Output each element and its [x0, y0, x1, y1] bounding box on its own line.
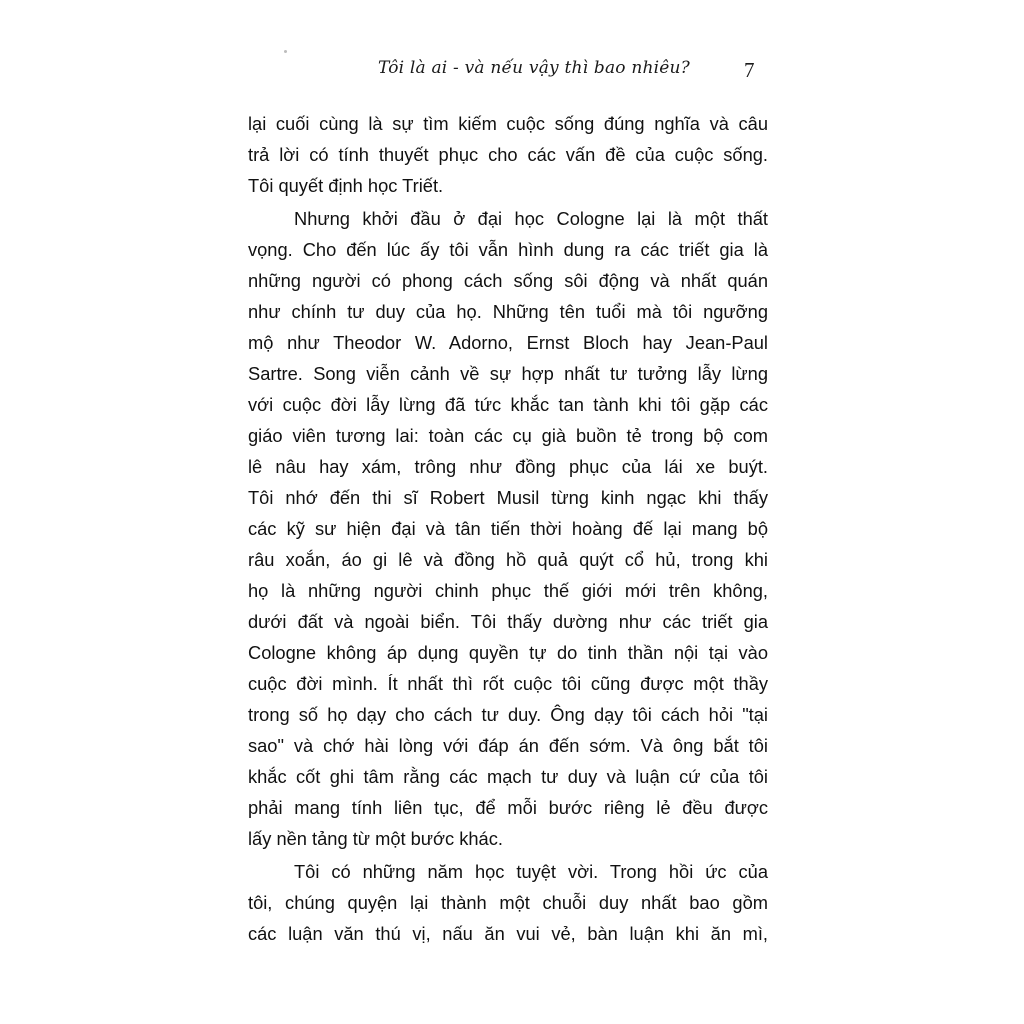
text-line: khắc cốt ghi tâm rằng các mạch tư duy và luận cứ của tôi	[248, 766, 768, 787]
body-text	[248, 108, 768, 949]
text-line: trong số họ dạy cho cách tư duy. Ông dạy tôi cách hỏi "tại	[248, 704, 768, 725]
paragraph	[248, 856, 768, 949]
text-line: cuộc đời mình. Ít nhất thì rốt cuộc tôi cũng được một thầy	[248, 673, 768, 694]
text-line: lê nâu hay xám, trông như đồng phục của lái xe buýt.	[248, 456, 768, 477]
text-line: các luận văn thú vị, nấu ăn vui vẻ, bàn luận khi ăn mì,	[248, 923, 768, 944]
text-line: Tôi nhớ đến thi sĩ Robert Musil từng kinh ngạc khi thấy	[248, 487, 768, 508]
text-line: họ là những người chinh phục thế giới mới trên không,	[248, 580, 768, 601]
text-line: phải mang tính liên tục, để mỗi bước riêng lẻ đều được	[248, 797, 768, 818]
text-line: sao" và chớ hài lòng với đáp án đến sớm. Và ông bắt tôi	[248, 735, 768, 756]
text-line: lấy nền tảng từ một bước khác.	[248, 828, 503, 849]
paragraph	[248, 203, 768, 854]
text-line: với cuộc đời lẫy lừng đã tức khắc tan tành khi tôi gặp các	[248, 394, 768, 415]
text-line: như chính tư duy của họ. Những tên tuổi mà tôi ngưỡng	[248, 301, 768, 322]
text-line: vọng. Cho đến lúc ấy tôi vẫn hình dung ra các triết gia là	[248, 239, 768, 260]
running-title: Tôi là ai - và nếu vậy thì bao nhiêu?	[378, 58, 690, 78]
text-line: Tôi có những năm học tuyệt vời. Trong hồi ức của	[294, 861, 768, 882]
text-line: lại cuối cùng là sự tìm kiếm cuộc sống đúng nghĩa và câu	[248, 113, 768, 134]
text-line: dưới đất và ngoài biển. Tôi thấy dường như các triết gia	[248, 611, 768, 632]
text-line: giáo viên tương lai: toàn các cụ già buồn tẻ trong bộ com	[248, 425, 768, 446]
text-line: Cologne không áp dụng quyền tự do tinh thần nội tại vào	[248, 642, 768, 663]
text-line: các kỹ sư hiện đại và tân tiến thời hoàng đế lại mang bộ	[248, 518, 768, 539]
text-line: Nhưng khởi đầu ở đại học Cologne lại là một thất	[294, 208, 768, 229]
text-line: những người có phong cách sống sôi động và nhất quán	[248, 270, 768, 291]
running-header	[0, 58, 1024, 88]
text-line: trả lời có tính thuyết phục cho các vấn đề của cuộc sống.	[248, 144, 768, 165]
text-line: tôi, chúng quyện lại thành một chuỗi duy nhất bao gồm	[248, 892, 768, 913]
text-line: Tôi quyết định học Triết.	[248, 175, 444, 196]
scan-speck	[284, 50, 287, 53]
text-line: râu xoắn, áo gi lê và đồng hồ quả quýt cổ hủ, trong khi	[248, 549, 768, 570]
paragraph	[248, 108, 768, 201]
text-line: mộ như Theodor W. Adorno, Ernst Bloch hay Jean-Paul	[248, 332, 768, 353]
text-line: Sartre. Song viễn cảnh về sự hợp nhất tư tưởng lẫy lừng	[248, 363, 768, 384]
page-number: 7	[744, 58, 755, 82]
